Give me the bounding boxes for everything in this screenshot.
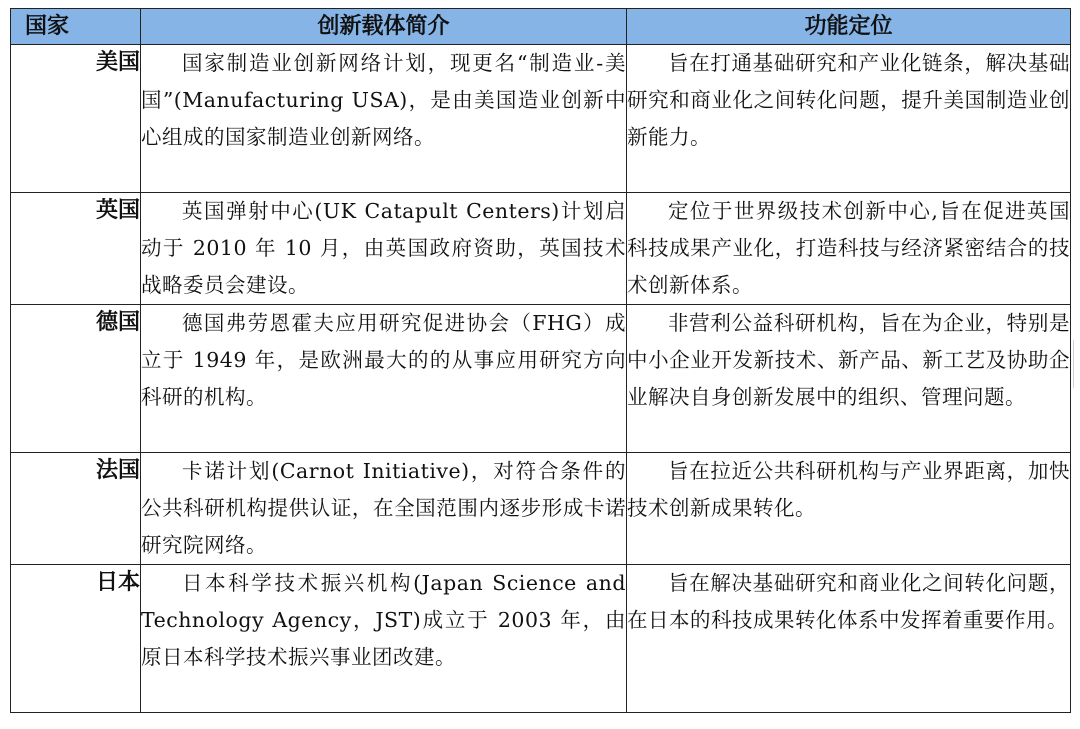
function-cell: 定位于世界级技术创新中心,旨在促进英国科技成果产业化，打造科技与经济紧密结合的技术创新体系。 — [627, 193, 1071, 305]
country-cell: 德国 — [11, 305, 141, 453]
function-cell: 旨在打通基础研究和产业化链条，解决基础研究和商业化之间转化问题，提升美国制造业创新能力。 — [627, 45, 1071, 193]
country-cell: 英国 — [11, 193, 141, 305]
table-row — [11, 193, 1071, 305]
header-country: 国家 — [11, 9, 141, 45]
table-row — [11, 45, 1071, 193]
innovation-carrier-table — [10, 8, 1071, 713]
country-cell: 法国 — [11, 453, 141, 565]
header-description: 创新载体简介 — [141, 9, 627, 45]
description-cell: 英国弹射中心(UK Catapult Centers)计划启动于 2010 年 10 月，由英国政府资助，英国技术战略委员会建设。 — [141, 193, 627, 305]
function-cell: 旨在拉近公共科研机构与产业界距离，加快技术创新成果转化。 — [627, 453, 1071, 565]
country-cell: 日本 — [11, 565, 141, 713]
description-cell: 德国弗劳恩霍夫应用研究促进协会（FHG）成立于 1949 年，是欧洲最大的的从事应用研究方向科研的机构。 — [141, 305, 627, 453]
table-row — [11, 453, 1071, 565]
description-cell: 国家制造业创新网络计划，现更名“制造业-美国”(Manufacturing USA)，是由美国造业创新中心组成的国家制造业创新网络。 — [141, 45, 627, 193]
table-row — [11, 565, 1071, 713]
table-row — [11, 305, 1071, 453]
function-cell: 旨在解决基础研究和商业化之间转化问题，在日本的科技成果转化体系中发挥着重要作用。 — [627, 565, 1071, 713]
country-cell: 美国 — [11, 45, 141, 193]
header-function: 功能定位 — [627, 9, 1071, 45]
description-cell: 卡诺计划(Carnot Initiative)，对符合条件的公共科研机构提供认证，在全国范围内逐步形成卡诺研究院网络。 — [141, 453, 627, 565]
table-header-row — [11, 9, 1071, 45]
page-edge-mark — [1073, 340, 1080, 388]
function-cell: 非营利公益科研机构，旨在为企业，特别是中小企业开发新技术、新产品、新工艺及协助企业解决自身创新发展中的组织、管理问题。 — [627, 305, 1071, 453]
description-cell: 日本科学技术振兴机构(Japan Science and Technology Agency，JST)成立于 2003 年，由原日本科学技术振兴事业团改建。 — [141, 565, 627, 713]
